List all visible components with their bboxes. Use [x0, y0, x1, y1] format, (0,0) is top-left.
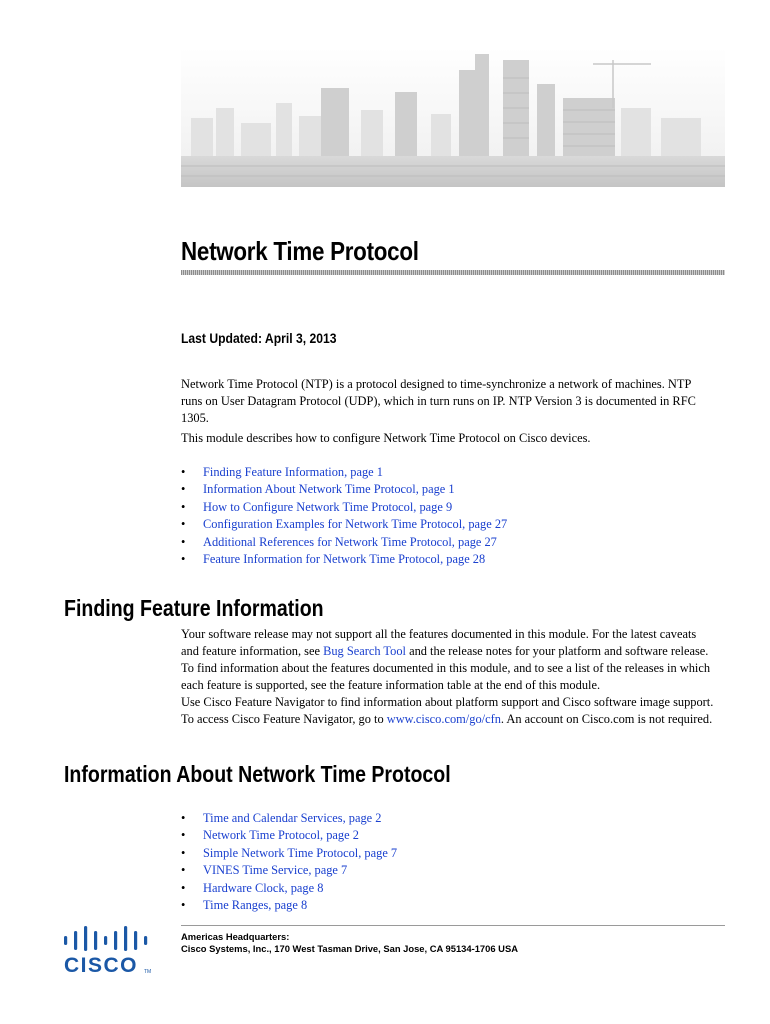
cisco-bars-icon — [60, 926, 155, 952]
bullet: • — [181, 811, 186, 825]
toc-link-additional-references[interactable]: Additional References for Network Time Protocol, page 27 — [203, 534, 497, 549]
list-item — [181, 862, 397, 879]
headquarters-address: Cisco Systems, Inc., 170 West Tasman Drive, San Jose, CA 95134-1706 USA — [181, 943, 518, 954]
bullet: • — [181, 499, 186, 514]
banner-skyline-image — [181, 48, 725, 187]
link-hardware-clock[interactable]: Hardware Clock, page 8 — [203, 880, 324, 895]
link-network-time-protocol[interactable]: Network Time Protocol, page 2 — [203, 828, 359, 843]
toc-link-how-to-configure-ntp[interactable]: How to Configure Network Time Protocol, page 9 — [203, 499, 453, 514]
list-item — [181, 897, 397, 914]
link-time-ranges[interactable]: Time Ranges, page 8 — [203, 897, 308, 912]
list-item — [181, 499, 507, 516]
list-item — [181, 481, 507, 498]
list-item — [181, 880, 397, 897]
page-title: Network Time Protocol — [181, 236, 419, 266]
paragraph-line: each feature is supported, see the feature information table at the end of this module. — [181, 678, 601, 692]
section-heading-information-about-ntp: Information About Network Time Protocol — [64, 761, 451, 787]
link-vines-time-service[interactable]: VINES Time Service, page 7 — [203, 863, 348, 878]
paragraph-line: To find information about the features documented in this module, and to see a list of the releases in which — [181, 661, 711, 675]
finding-feature-paragraph-1 — [181, 626, 726, 694]
link-time-and-calendar-services[interactable]: Time and Calendar Services, page 2 — [203, 811, 382, 825]
bullet: • — [181, 845, 186, 860]
bug-search-tool-link[interactable]: Bug Search Tool — [323, 644, 406, 658]
cisco-logo — [60, 926, 155, 978]
footer-headquarters — [181, 931, 518, 955]
finding-feature-paragraph-2 — [181, 694, 726, 728]
intro-line: Network Time Protocol (NTP) is a protocol designed to time-synchronize a network of machines. NTP — [181, 377, 692, 391]
list-item — [181, 534, 507, 551]
intro-line: 1305. — [181, 411, 209, 425]
toc-link-finding-feature-information[interactable]: Finding Feature Information, page 1 — [203, 465, 383, 479]
toc-link-feature-information[interactable]: Feature Information for Network Time Protocol, page 28 — [203, 551, 486, 566]
text: To access Cisco Feature Navigator, go to — [181, 712, 387, 726]
list-item — [181, 845, 397, 862]
trademark-symbol: TM — [144, 969, 152, 975]
bullet: • — [181, 897, 186, 912]
information-about-list — [181, 810, 397, 914]
cisco-wordmark: CISCO — [64, 954, 139, 977]
toc-link-configuration-examples[interactable]: Configuration Examples for Network Time Protocol, page 27 — [203, 517, 508, 532]
list-item — [181, 464, 507, 481]
text: and feature information, see — [181, 644, 324, 658]
last-updated: Last Updated: April 3, 2013 — [181, 331, 337, 346]
headquarters-label: Americas Headquarters: — [181, 931, 290, 942]
list-item — [181, 516, 507, 533]
bullet: • — [181, 551, 186, 566]
paragraph-line — [181, 643, 726, 660]
bullet: • — [181, 880, 186, 895]
list-item — [181, 827, 397, 844]
intro-paragraph — [181, 376, 726, 427]
section-heading-finding-feature-information: Finding Feature Information — [64, 595, 324, 621]
paragraph-line: Use Cisco Feature Navigator to find information about platform support and Cisco software image support. — [181, 695, 714, 709]
paragraph-line — [181, 711, 726, 728]
text: and the release notes for your platform and software release. — [405, 644, 709, 658]
link-simple-network-time-protocol[interactable]: Simple Network Time Protocol, page 7 — [203, 845, 398, 860]
toc-list — [181, 464, 507, 568]
bullet: • — [181, 828, 186, 843]
title-divider — [181, 270, 725, 275]
bullet: • — [181, 863, 186, 878]
footer-divider — [181, 925, 725, 926]
bullet: • — [181, 465, 186, 479]
list-item — [181, 551, 507, 568]
bullet: • — [181, 517, 186, 532]
intro-line: runs on User Datagram Protocol (UDP), which in turn runs on IP. NTP Version 3 is documented in RFC — [181, 394, 696, 408]
bullet: • — [181, 482, 186, 497]
module-description: This module describes how to configure Network Time Protocol on Cisco devices. — [181, 431, 591, 445]
cisco-feature-navigator-link[interactable]: www.cisco.com/go/cfn — [386, 712, 501, 726]
toc-link-information-about-ntp[interactable]: Information About Network Time Protocol, page 1 — [203, 482, 455, 497]
text: . An account on Cisco.com is not required. — [500, 712, 713, 726]
paragraph-line: Your software release may not support all the features documented in this module. For the latest caveats — [181, 627, 697, 641]
list-item — [181, 810, 397, 827]
bullet: • — [181, 534, 186, 549]
